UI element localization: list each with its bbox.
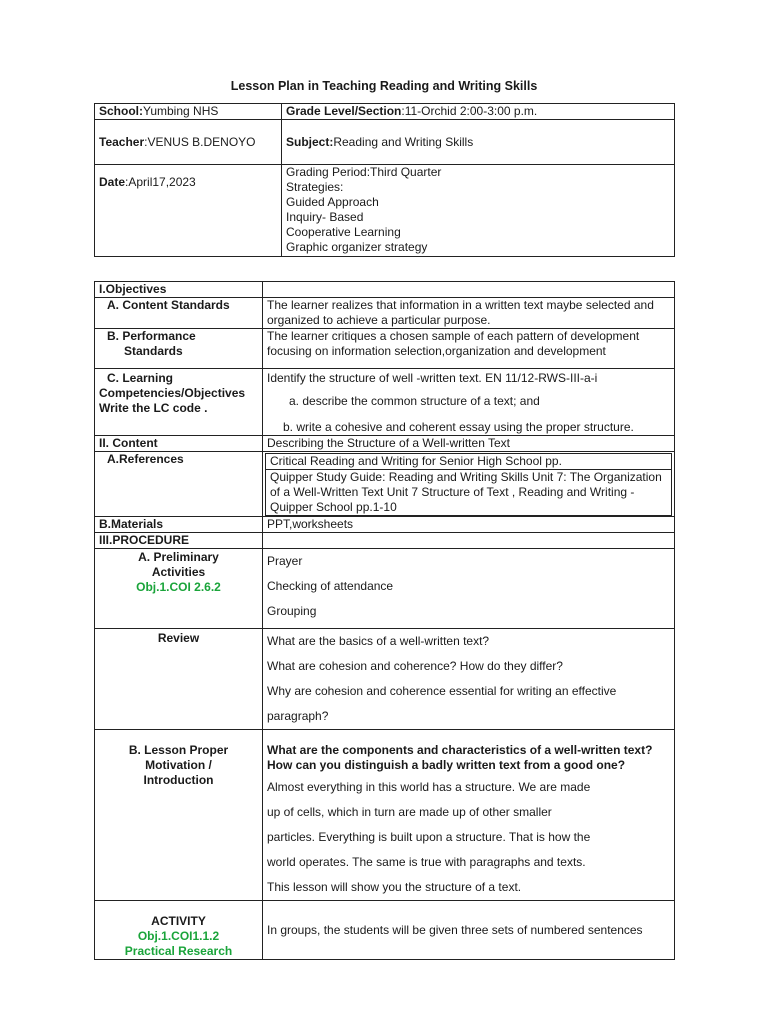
review-label: Review [95, 629, 263, 730]
learning-competencies-label: C. Learning Competencies/Objectives Write the LC code . [95, 369, 263, 436]
school-label: School: [99, 104, 143, 118]
preliminary-objective: Obj.1.COI 2.6.2 [136, 580, 221, 594]
date-cell [95, 165, 282, 257]
list-item: What are cohesion and coherence? How do they differ? [267, 659, 563, 673]
subject-label: Subject: [286, 134, 334, 149]
lesson-proper-text [263, 730, 675, 901]
performance-standards-text: The learner critiques a chosen sample of each pattern of development focusing on information selection,organization and development [263, 329, 675, 369]
date-label: Date [99, 175, 126, 189]
list-item: Why are cohesion and coherence essential for writing an effective [267, 684, 617, 698]
lesson-question-1: What are the components and characteristics of a well-written text? [267, 743, 653, 757]
lc-main: Identify the structure of well -written text. EN 11/12-RWS-III-a-i [267, 371, 598, 385]
strategy-item: Graphic organizer strategy [286, 240, 428, 254]
list-item: paragraph? [267, 709, 329, 723]
activity-label: ACTIVITY Obj.1.COI1.1.2 Practical Research [95, 901, 263, 960]
grade-cell [282, 104, 675, 120]
procedure-empty [263, 533, 675, 549]
grade-value: :11-Orchid 2:00-3:00 p.m. [401, 104, 538, 118]
strategy-item: Guided Approach [286, 195, 379, 209]
page-title: Lesson Plan in Teaching Reading and Writing Skills [230, 79, 538, 93]
activity-objective: Obj.1.COI1.1.2 [137, 929, 220, 943]
lesson-line: Almost everything in this world has a structure. We are made [267, 780, 591, 794]
performance-standards-label: B. Performance Standards [95, 329, 263, 369]
objectives-empty [263, 282, 675, 298]
grade-label: Grade Level/Section [286, 104, 402, 118]
strategy-item: Cooperative Learning [286, 225, 401, 239]
list-item: What are the basics of a well-written text? [267, 634, 490, 648]
reference-1: Critical Reading and Writing for Senior High School pp. [265, 453, 672, 470]
lesson-line: up of cells, which in turn are made up of other smaller [267, 805, 552, 819]
teacher-label: Teacher [99, 134, 145, 149]
strategy-item: Inquiry- Based [286, 210, 364, 224]
list-item: Prayer [267, 554, 303, 568]
subject-value: Reading and Writing Skills [333, 134, 474, 149]
materials-text: PPT,worksheets [263, 517, 675, 533]
reference-2: Quipper Study Guide: Reading and Writing Skills Unit 7: The Organization of a Well-Written Text Unit 7 Structure of Text , Reading and Writing -Quipper School pp.1-10 [265, 470, 672, 516]
activity-objective-2: Practical Research [124, 944, 233, 958]
lesson-line: This lesson will show you the structure of a text. [267, 880, 522, 894]
strategies-label: Strategies: [286, 180, 344, 194]
lc-item-a: a. describe the common structure of a text; and [289, 394, 540, 408]
date-value: :April17,2023 [125, 175, 196, 189]
lc-item-b: b. write a cohesive and coherent essay using the proper structure. [283, 420, 634, 434]
lesson-line: particles. Everything is built upon a structure. That is how the [267, 830, 591, 844]
subject-cell [282, 120, 675, 165]
info-table [94, 103, 675, 257]
school-value: Yumbing NHS [143, 104, 219, 118]
procedure-heading: III.PROCEDURE [95, 533, 263, 549]
list-item: Checking of attendance [267, 579, 394, 593]
teacher-cell [95, 120, 282, 165]
grading-period: Grading Period:Third Quarter [286, 165, 442, 179]
lesson-plan-table [94, 281, 675, 960]
lesson-proper-label: B. Lesson Proper Motivation / Introduction [95, 730, 263, 901]
references-cell [263, 452, 675, 517]
teacher-value: :VENUS B.DENOYO [144, 134, 256, 149]
content-standards-text: The learner realizes that information in a written text maybe selected and organized to achieve a particular purpose. [263, 298, 675, 329]
materials-label: B.Materials [95, 517, 263, 533]
details-cell [282, 165, 675, 257]
list-item: Grouping [267, 604, 317, 618]
content-standards-label: A. Content Standards [95, 298, 263, 329]
content-label: II. Content [95, 436, 263, 452]
preliminary-items [263, 549, 675, 629]
objectives-heading: I.Objectives [95, 282, 263, 298]
lesson-question-2: How can you distinguish a badly written text from a good one? [267, 758, 626, 772]
references-label: A.References [95, 452, 263, 517]
preliminary-label: A. Preliminary Activities Obj.1.COI 2.6.2 [95, 549, 263, 629]
activity-text: In groups, the students will be given three sets of numbered sentences [263, 901, 675, 960]
review-items [263, 629, 675, 730]
learning-competencies-text [263, 369, 675, 436]
content-text: Describing the Structure of a Well-written Text [263, 436, 675, 452]
school-cell [95, 104, 282, 120]
lesson-line: world operates. The same is true with paragraphs and texts. [267, 855, 586, 869]
